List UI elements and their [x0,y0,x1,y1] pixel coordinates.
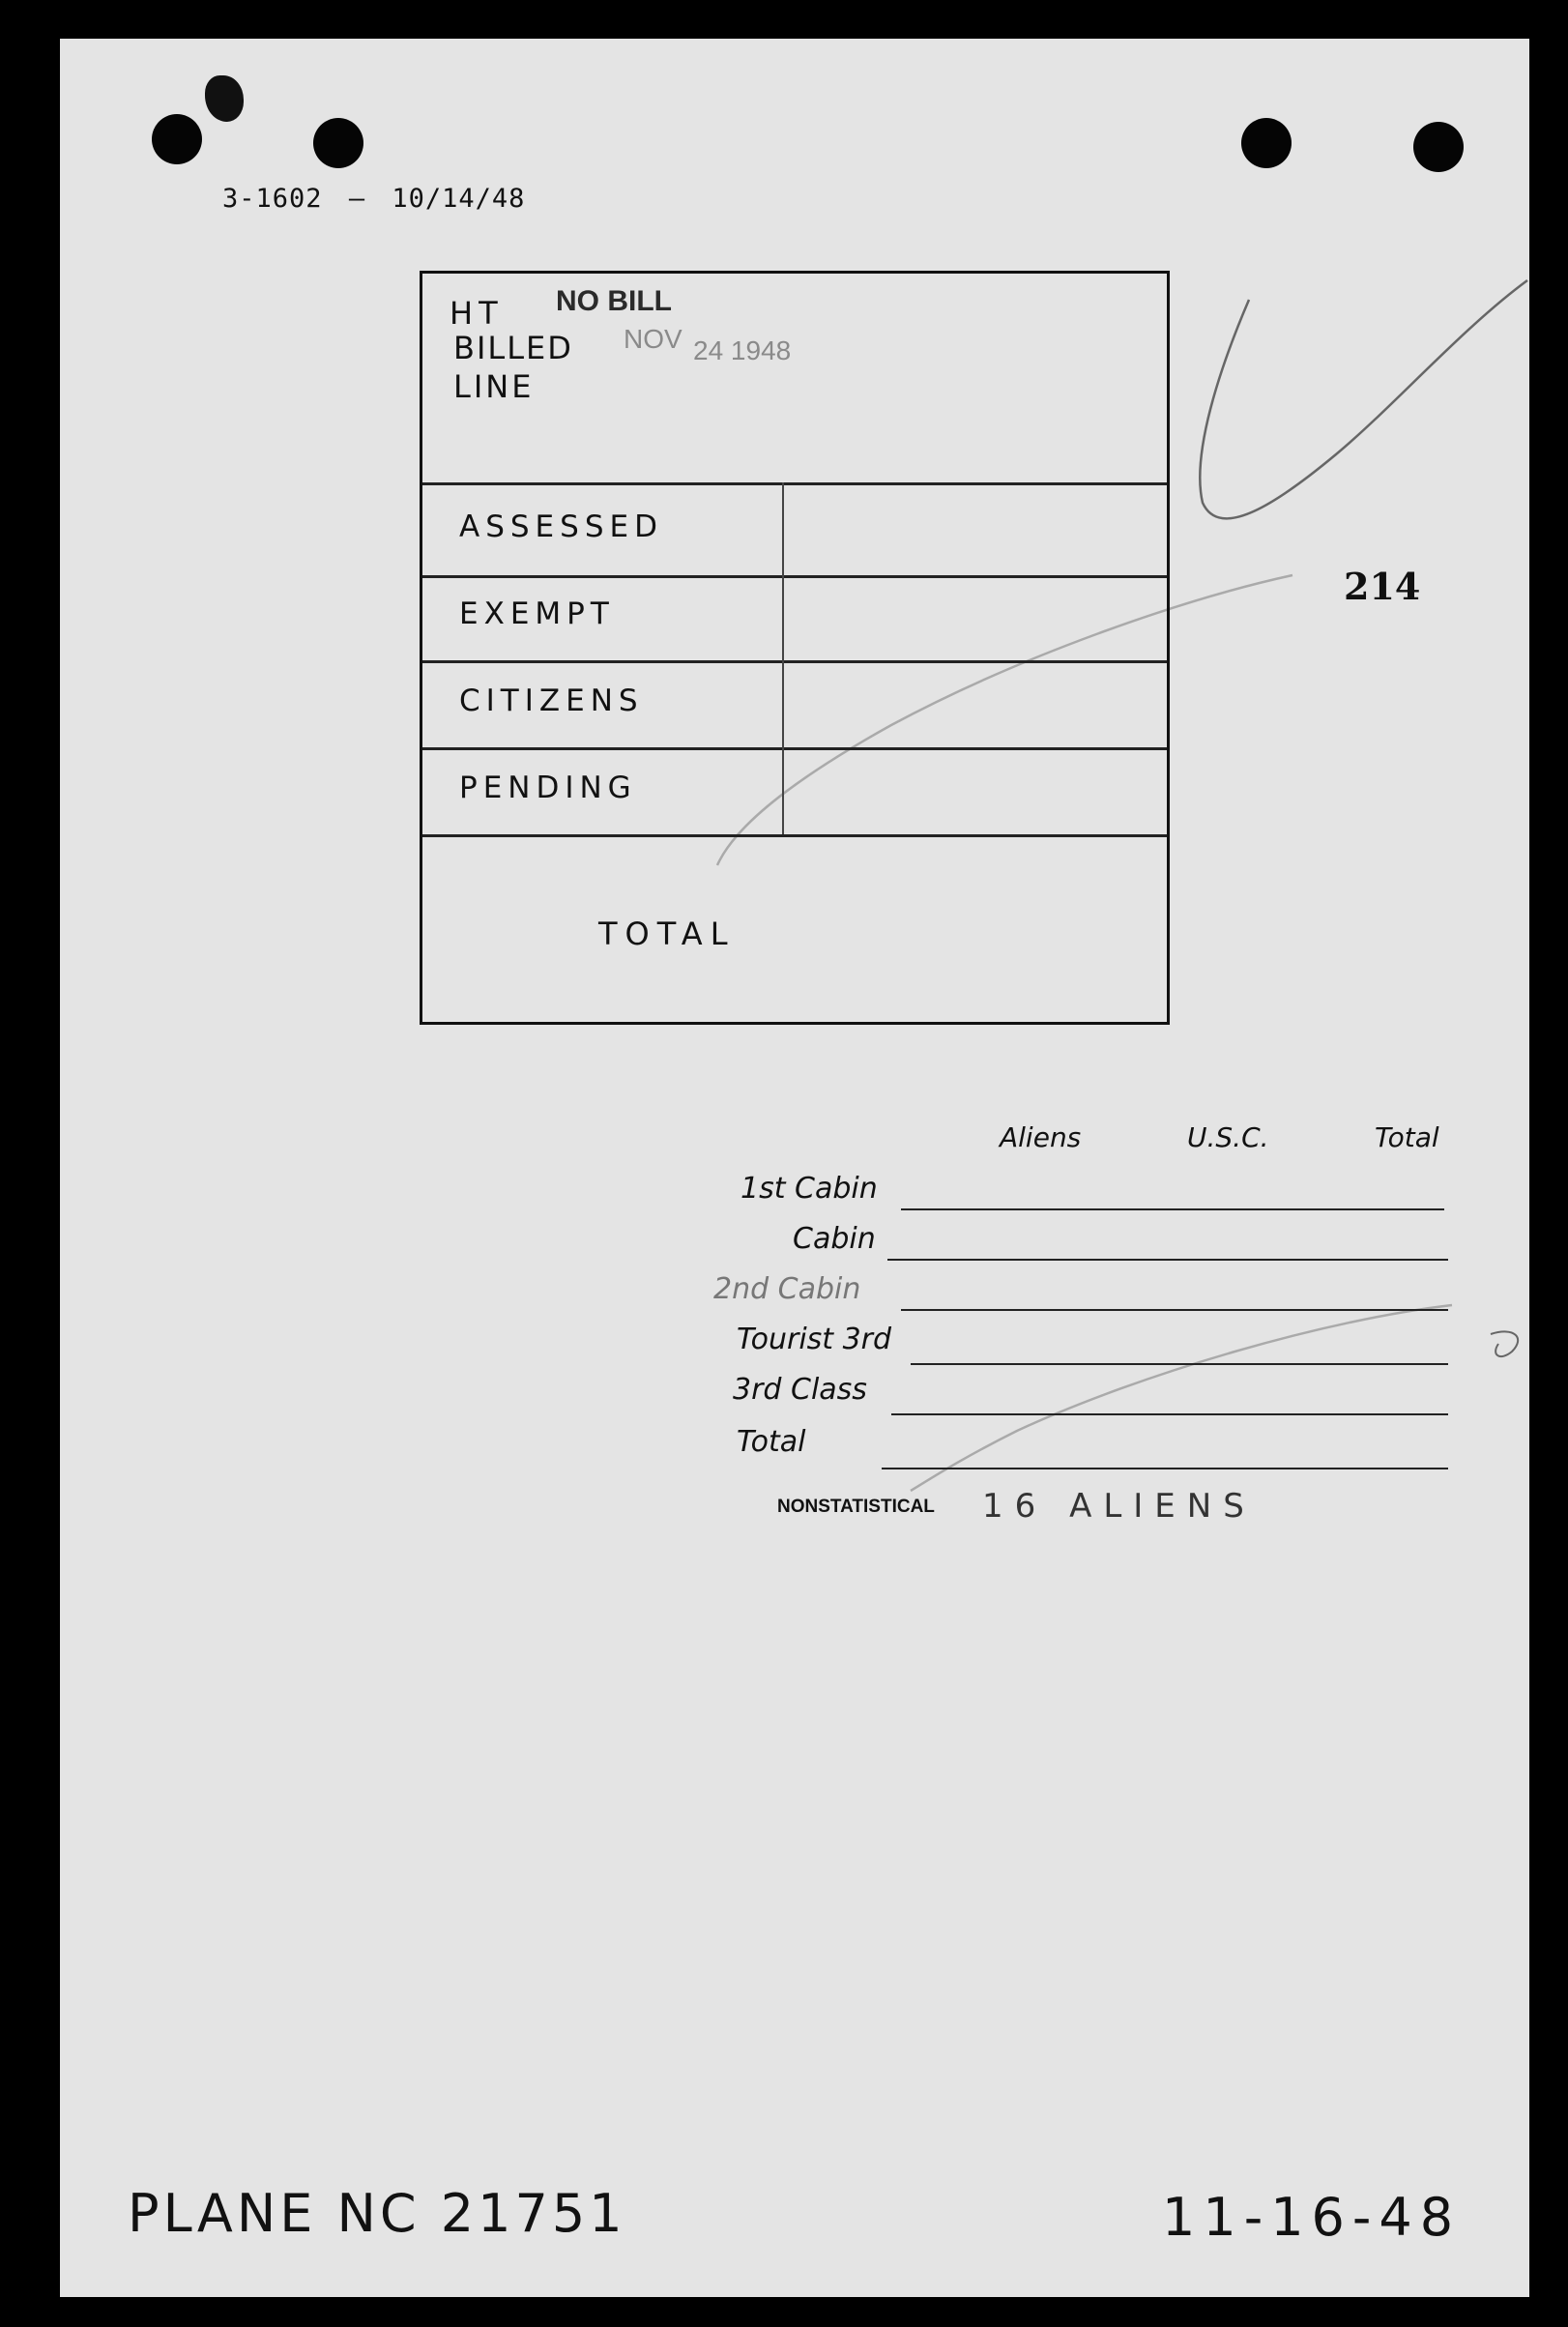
page-number: 214 [1344,565,1421,608]
row-exempt: EXEMPT [459,596,615,631]
entry-line [882,1468,1448,1469]
row-divider [422,834,1167,837]
no-bill-stamp: NO BILL [556,285,672,317]
entry-line [891,1413,1448,1415]
column-divider [782,482,784,834]
row-first-cabin: 1st Cabin [740,1172,878,1206]
file-number-value: 3-1602 [222,184,323,214]
file-number [222,184,525,214]
row-citizens: CITIZENS [459,684,644,718]
file-date: 10/14/48 [392,184,526,214]
document-sheet [60,39,1529,2297]
stamp-date-month: NOV [624,324,682,354]
entry-line [887,1259,1448,1261]
row-second-cabin: 2nd Cabin [713,1272,861,1306]
plane-registration: PLANE NC 21751 [128,2183,626,2244]
punch-hole [1413,122,1464,172]
ht-label: HT [450,295,504,332]
row-divider [422,660,1167,663]
entry-line [901,1208,1444,1210]
line-label: LINE [453,368,535,405]
punch-hole [152,114,202,164]
pencil-check-mark [1181,251,1529,561]
ht-billing-box [420,271,1170,1025]
column-header-total: Total [1375,1121,1439,1153]
billed-label: BILLED [453,330,573,366]
nonstatistical-value: 16 ALIENS [982,1487,1256,1526]
nonstatistical-stamp: NONSTATISTICAL [777,1497,935,1517]
pencil-stroke [872,1266,1529,1498]
row-total: Total [737,1425,806,1459]
row-assessed: ASSESSED [459,509,663,544]
stamp-date: 24 1948 [693,335,792,365]
punch-hole [313,118,363,168]
footer-date: 11-16-48 [1162,2187,1462,2248]
entry-line [911,1363,1448,1365]
row-tourist-third: Tourist 3rd [737,1323,892,1356]
row-divider [422,747,1167,750]
column-header-aliens: Aliens [1000,1121,1082,1153]
row-third-class: 3rd Class [733,1373,867,1407]
row-cabin: Cabin [793,1222,876,1256]
total-label: TOTAL [598,916,736,952]
ink-blot [205,75,244,122]
row-divider [422,482,1167,485]
column-header-usc: U.S.C. [1187,1121,1269,1153]
row-pending: PENDING [459,771,637,805]
row-divider [422,575,1167,578]
entry-line [901,1309,1448,1311]
file-number-dash: — [348,184,366,214]
punch-hole [1241,118,1292,168]
